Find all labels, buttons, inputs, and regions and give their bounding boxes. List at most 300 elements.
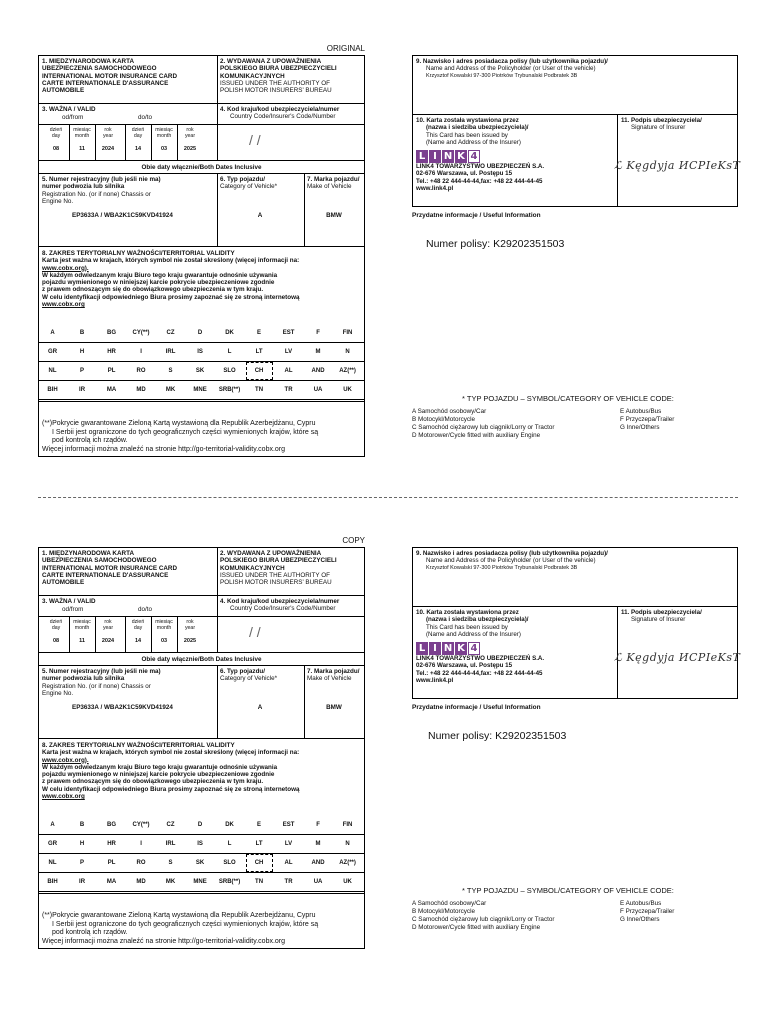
date-header: dzień day [49,619,63,631]
rule [39,160,364,161]
country-code: IR [79,387,86,393]
registration-number: EP3633A / WBA2K1C59KVD41924 [72,212,173,219]
text-line: 2. WYDAWANA Z UPOWAŻNIENIA [220,58,322,65]
registration-number: EP3633A / WBA2K1C59KVD41924 [72,704,173,711]
country-code: AND [311,860,325,866]
logo-letter: I [429,642,441,655]
text-line: 6. Typ pojazdu/ [220,668,266,675]
rule [151,616,152,652]
field-4-sublabel: Country Code/Insurer's Code/Number [230,113,336,121]
text-line: 7. Marka pojazdu/ [307,176,360,183]
country-row [39,381,364,399]
country-code: AL [284,368,293,374]
country-code: LV [284,841,293,847]
text-line: (Name and Address of the Insurer) [426,630,521,638]
footnote-line: Więcej informacji można znaleźć na stronie http://go-territorial-validity.cobx.org [42,937,286,945]
text-line: Registration No. (or if none) Chassis or [42,682,151,690]
country-code: CH [246,854,273,872]
text-line: Make of Vehicle [307,675,352,683]
country-code: CH [246,362,273,380]
country-code: MK [165,387,176,393]
country-code: SK [195,860,205,866]
text-line: 11. Podpis ubezpieczyciela/ [621,117,702,124]
footnote-line: (**)Pokrycie gwarantowane Zieloną Kartą wystawioną dla Republik Azerbejdżanu, Cypru [42,912,316,919]
logo-letter: I [429,150,441,163]
date-value: 2024 [101,638,115,644]
text-line: 1. MIĘDZYNARODOWA KARTA [42,58,135,65]
country-code: TR [284,879,293,885]
date-value: 11 [79,146,85,152]
field-10-insurer [412,606,618,699]
text-line: UBEZPIECZENIA SAMOCHODOWEGO [42,65,157,73]
text-line: Make of Vehicle [307,183,352,191]
country-code: SRB(**) [218,387,241,393]
field-4-label: 4. Kod kraju/kod ubezpieczyciela/numer [220,598,340,605]
country-code: D [197,822,203,828]
insurer-signature: ℒ Kęgdyja ИCPIeKsT [614,159,741,172]
validity-text: www.cobx.org [42,301,85,309]
date-header: rok year [102,619,114,631]
rule [39,401,364,402]
both-dates-note: Obie daty włącznie/Both Dates Inclusive [141,656,262,663]
text-line: UBEZPIECZENIA SAMOCHODOWEGO [42,557,157,565]
text-line: (nazwa i siedziba ubezpieczyciela)/ [426,616,529,624]
country-code: UK [343,879,352,885]
country-code: NL [48,860,57,866]
field-5-registration [39,174,217,214]
country-code: BIH [47,387,58,393]
footnote-line: pod kontrolą ich rządów. [52,437,128,444]
void-mark: / / [249,132,261,148]
country-code: CZ [166,822,175,828]
rule [39,399,364,400]
country-code: IS [197,349,203,355]
text-line: numer podwozia lub silnika [42,183,125,191]
legend-item: C Samochód ciężarowy lub ciągnik/Lorry or Tractor [412,916,555,923]
field-6-category [217,174,303,196]
date-header: miesiąc month [73,127,91,139]
rule [217,173,218,246]
validity-text: Karta jest ważna w krajach, których symbol nie został skreślony (więcej informacji na: [42,749,300,757]
original-section [0,38,768,508]
country-code: S [168,860,173,866]
footnote-line: I Serbii jest ograniczone do tych geograficznych części wymienionych krajów, które są [52,428,319,436]
country-code: F [316,822,320,828]
legend-item: F Przyczepa/Trailer [620,908,675,915]
text-line: This Card has been issued by [426,623,508,631]
text-line: Engine No. [42,689,74,697]
date-header: miesiąc month [73,619,91,631]
country-code: I [140,841,142,847]
text-line: INTERNATIONAL MOTOR INSURANCE CARD [42,564,178,572]
from-label: od/from [62,114,84,121]
validity-text: W celu identyfikacji odpowiedniego Biura prosimy zapoznać się ze stroną internetową [42,785,300,793]
insurer-line: LINK4 TOWARZYSTWO UBEZPIECZEŃ S.A. [416,163,545,171]
country-code: FIN [342,330,353,336]
logo-letter: L [416,150,428,163]
text-line: INTERNATIONAL MOTOR INSURANCE CARD [42,72,178,80]
validity-text: W każdym odwiedzanym kraju Biuro tego kraju gwarantuje odnośnie używania [42,763,278,771]
country-code: L [227,841,232,847]
text-line: 5. Numer rejestracyjny (lub jeśli nie ma) [42,668,161,675]
rule [125,124,126,160]
text-line: POLISH MOTOR INSURERS' BUREAU [220,579,332,587]
date-value: 14 [134,146,142,152]
country-code: DK [225,822,234,828]
rule [69,616,70,652]
country-code: B [79,330,85,336]
field-10-insurer [412,114,618,207]
text-line: POLSKIEGO BIURA UBEZPIECZYCIELI [220,557,337,565]
field-3-valid: 3. WAŻNA / VALID [42,106,96,113]
date-value: 14 [134,638,142,644]
text-line: 1. MIĘDZYNARODOWA KARTA [42,550,135,557]
field-2-authority [217,56,364,103]
country-code: MNE [193,387,207,393]
legend-item: E Autobus/Bus [620,408,662,415]
country-code: DK [225,330,234,336]
text-line: (Name and Address of the Insurer) [426,138,521,146]
country-code: B [79,822,85,828]
country-code: TN [255,387,264,393]
rule [39,891,364,892]
country-code: SRB(**) [218,879,241,885]
text-line: ISSUED UNDER THE AUTHORITY OF [220,571,330,579]
country-code: HR [107,841,116,847]
vehicle-code-legend-right [620,408,674,432]
validity-text: W każdym odwiedzanym kraju Biuro tego kraju gwarantuje odnośnie używania [42,271,278,279]
vehicle-code-legend-title: * TYP POJAZDU – SYMBOL/CATEGORY OF VEHICLE CODE: [462,886,674,895]
country-code: H [79,349,85,355]
field-2-authority [217,548,364,595]
vehicle-make: BMW [326,704,342,711]
legend-item: A Samochód osobowy/Car [412,900,487,907]
rule [39,738,364,739]
legend-item: B Motocykl/Motorcycle [412,416,475,423]
validity-text: Karta jest ważna w krajach, których symbol nie został skreślony (więcej informacji na: [42,257,300,265]
text-line: 9. Nazwisko i adres posiadacza polisy (lub użytkownika pojazdu)/ [416,58,608,65]
logo-letter: L [416,642,428,655]
country-table [39,324,364,400]
field-5-registration [39,666,217,706]
text-line: ISSUED UNDER THE AUTHORITY OF [220,79,330,87]
text-line: Name and Address of the Policyholder (or User of the vehicle) [426,557,596,565]
date-value: 2025 [183,638,197,644]
legend-item: D Motorower/Cycle fitted with auxiliary Engine [412,432,541,439]
date-header: dzień day [49,127,63,139]
country-code: NL [48,368,57,374]
rule [151,124,152,160]
text-line: 5. Numer rejestracyjny (lub jeśli nie ma) [42,176,161,183]
validity-text: z prawem odnoszącym się do obowiązkowego ubezpieczenia w tym kraju. [42,778,264,786]
legend-item: B Motocykl/Motorcycle [412,908,475,915]
rule [39,124,364,125]
country-code: D [197,330,203,336]
field-8-territorial-validity [39,248,364,318]
field-4-country-code [217,596,364,616]
field-1-title [39,548,217,595]
validity-text: www.cobx.org). [42,264,89,272]
footnote [39,910,364,950]
logo-letter: K [455,642,467,655]
country-code: MNE [193,879,207,885]
country-code: E [257,330,262,336]
rule [304,665,305,738]
vehicle-code-legend-title: * TYP POJAZDU – SYMBOL/CATEGORY OF VEHICLE CODE: [462,394,674,403]
legend-item: D Motorower/Cycle fitted with auxiliary Engine [412,924,541,931]
date-value: 08 [52,146,60,152]
useful-info-label: Przydatne informacje / Useful Information [412,704,541,711]
insurer-line: Tel.: +48 22 444-44-44,fax: +48 22 444-44-45 [416,177,543,185]
date-value: 2024 [101,146,115,152]
legend-item: E Autobus/Bus [620,900,662,907]
country-code: MA [106,879,117,885]
date-value: 11 [79,638,85,644]
country-code: FIN [342,822,353,828]
text-line: Signature of Insurer [631,616,686,624]
country-code: MD [136,387,146,393]
country-code: LT [255,349,263,355]
rule [39,616,364,617]
insurer-line: 02-676 Warszawa, ul. Postępu 15 [416,170,513,178]
country-code: P [80,860,85,866]
logo-letter: 4 [468,150,480,163]
country-code: LV [284,349,293,355]
country-code: CY(**) [132,330,150,336]
rule [39,652,364,653]
country-code: IR [79,879,86,885]
link4-logo [416,150,480,163]
country-code: A [50,822,55,828]
field-3-valid: 3. WAŻNA / VALID [42,598,96,605]
text-line: Category of Vehicle* [220,183,278,191]
void-mark: / / [249,624,261,640]
legend-item: G Inne/Others [620,916,660,923]
legend-item: F Przyczepa/Trailer [620,416,675,423]
copy-section [0,530,768,1000]
logo-letter: N [443,151,453,163]
footnote-line: I Serbii jest ograniczone do tych geograficznych części wymienionych krajów, które są [52,920,319,928]
validity-text: www.cobx.org). [42,756,89,764]
country-code: E [257,822,262,828]
country-code: BG [107,330,117,336]
from-label: od/from [62,606,84,613]
insurer-line: Tel.: +48 22 444-44-44,fax: +48 22 444-44-45 [416,669,543,677]
country-code: UA [313,387,323,393]
country-code: MA [106,387,117,393]
field-4-country-code [217,104,364,124]
country-code: CY(**) [132,822,150,828]
text-line: 9. Nazwisko i adres posiadacza polisy (lub użytkownika pojazdu)/ [416,550,608,557]
text-line: KOMUNIKACYJNYCH [220,72,285,80]
text-line: KOMUNIKACYJNYCH [220,564,285,572]
text-line: Signature of Insurer [631,124,686,132]
vehicle-category: A [257,704,263,711]
to-label: do/to [138,606,153,613]
text-line: CARTE INTERNATIONALE D'ASSURANCE [42,571,169,579]
vehicle-code-legend [412,900,554,932]
text-line: Engine No. [42,197,74,205]
text-line: Category of Vehicle* [220,675,278,683]
country-code: SK [195,368,205,374]
rule [39,246,364,247]
rule [39,893,364,894]
rule [177,124,178,160]
footnote-line: Więcej informacji można znaleźć na stronie http://go-territorial-validity.cobx.org [42,445,286,453]
country-code: P [80,368,85,374]
field-6-category [217,666,303,688]
text-line: 10. Karta została wystawiona przez [416,117,519,124]
policy-number: Numer polisy: K29202351503 [426,238,565,250]
text-line: 7. Marka pojazdu/ [307,668,360,675]
country-code: SLO [223,860,236,866]
field-1-title [39,56,217,103]
country-row [39,816,364,834]
footnote-line: (**)Pokrycie gwarantowane Zieloną Kartą wystawioną dla Republik Azerbejdżanu, Cypru [42,420,316,427]
validity-text: z prawem odnoszącym się do obowiązkowego ubezpieczenia w tym kraju. [42,286,264,294]
country-code: M [315,349,321,355]
country-code: HR [107,349,116,355]
logo-letter: 4 [468,642,480,655]
country-code: IRL [165,349,176,355]
logo-letter: K [455,150,467,163]
country-code: BIH [47,879,58,885]
country-code: AL [284,860,293,866]
text-line: POLISH MOTOR INSURERS' BUREAU [220,87,332,95]
text-line: 11. Podpis ubezpieczyciela/ [621,609,702,616]
legend-item: A Samochód osobowy/Car [412,408,487,415]
country-code: TR [284,387,293,393]
rule [177,616,178,652]
rule [125,616,126,652]
policyholder-value: Krzysztof Kowalski 97-300 Piotrków Trybunalski Podbratek 3B [426,72,578,79]
footnote-line: pod kontrolą ich rządów. [52,929,128,936]
country-code: UA [313,879,323,885]
link4-logo [416,642,480,655]
vehicle-code-legend [412,408,554,440]
country-code: AZ(**) [339,860,356,866]
country-code: TN [255,879,264,885]
field-4-label: 4. Kod kraju/kod ubezpieczyciela/numer [220,106,340,113]
country-code: RO [136,860,146,866]
country-table [39,816,364,892]
country-code: RO [136,368,146,374]
policy-number: Numer polisy: K29202351503 [428,730,567,742]
text-line: CARTE INTERNATIONALE D'ASSURANCE [42,79,169,87]
country-code: EST [282,822,295,828]
text-line: AUTOMOBILE [42,87,85,95]
rule [217,665,218,738]
field-8-label: 8. ZAKRES TERYTORIALNY WAŻNOŚCI/TERRITORIAL VALIDITY [42,250,235,257]
country-code: N [345,349,350,355]
rule [95,616,96,652]
vehicle-category: A [257,212,263,219]
validity-text: www.cobx.org [42,793,85,801]
date-header: rok year [184,127,196,139]
vehicle-code-legend-right [620,900,674,924]
useful-info-label: Przydatne informacje / Useful Information [412,212,541,219]
date-value: 08 [52,638,60,644]
rule [95,124,96,160]
country-row [39,854,364,872]
country-code: H [79,841,85,847]
field-8-label: 8. ZAKRES TERYTORIALNY WAŻNOŚCI/TERRITORIAL VALIDITY [42,742,235,749]
country-code: SLO [223,368,236,374]
date-header: miesiąc month [155,127,173,139]
insurer-line: 02-676 Warszawa, ul. Postępu 15 [416,662,513,670]
text-line: (nazwa i siedziba ubezpieczyciela)/ [426,124,529,132]
text-line: 6. Typ pojazdu/ [220,176,266,183]
date-header: miesiąc month [155,619,173,631]
country-code: CZ [166,330,175,336]
text-line: Name and Address of the Policyholder (or User of the vehicle) [426,65,596,73]
green-card [38,547,365,949]
date-header: rok year [102,127,114,139]
date-header: dzień day [131,619,145,631]
green-card [38,55,365,457]
country-row [39,362,364,380]
field-7-make [304,666,364,688]
country-row [39,324,364,342]
date-value: 03 [160,638,168,644]
country-row [39,835,364,853]
field-4-sublabel: Country Code/Insurer's Code/Number [230,605,336,613]
validity-text: pojazdu wymienionego w niniejszej karcie pokrycie ubezpieczeniowe zgodnie [42,279,275,287]
text-line: 2. WYDAWANA Z UPOWAŻNIENIA [220,550,322,557]
text-line: AUTOMOBILE [42,579,85,587]
country-code: MD [136,879,146,885]
field-9-policyholder [412,55,738,115]
text-line: 10. Karta została wystawiona przez [416,609,519,616]
country-code: MK [165,879,176,885]
legend-item: C Samochód ciężarowy lub ciągnik/Lorry or Tractor [412,424,555,431]
insurer-line: LINK4 TOWARZYSTWO UBEZPIECZEŃ S.A. [416,655,545,663]
section-label: COPY [342,536,365,545]
country-code: F [316,330,320,336]
country-code: I [140,349,142,355]
country-code: UK [343,387,352,393]
rule [304,173,305,246]
legend-item: G Inne/Others [620,424,660,431]
date-value: 03 [160,146,168,152]
date-header: rok year [184,619,196,631]
text-line: POLSKIEGO BIURA UBEZPIECZYCIELI [220,65,337,73]
validity-text: W celu identyfikacji odpowiedniego Biura prosimy zapoznać się ze stroną internetową [42,293,300,301]
insurer-line: www.link4.pl [416,185,454,193]
text-line: Registration No. (or if none) Chassis or [42,190,151,198]
date-value: 2025 [183,146,197,152]
country-code: GR [48,349,58,355]
country-code: EST [282,330,295,336]
country-code: IS [197,841,203,847]
insurer-signature: ℒ Kęgdyja ИCPIeKsT [614,651,741,664]
to-label: do/to [138,114,153,121]
validity-text: pojazdu wymienionego w niniejszej karcie pokrycie ubezpieczeniowe zgodnie [42,771,275,779]
country-row [39,343,364,361]
text-line: This Card has been issued by [426,131,508,139]
footnote [39,418,364,458]
section-label: ORIGINAL [326,44,365,53]
country-code: BG [107,822,117,828]
country-code: AZ(**) [339,368,356,374]
country-code: LT [255,841,263,847]
country-code: S [168,368,173,374]
insurer-line: www.link4.pl [416,677,454,685]
logo-letter: N [443,643,453,655]
country-code: IRL [165,841,176,847]
field-7-make [304,174,364,196]
country-code: PL [107,368,116,374]
